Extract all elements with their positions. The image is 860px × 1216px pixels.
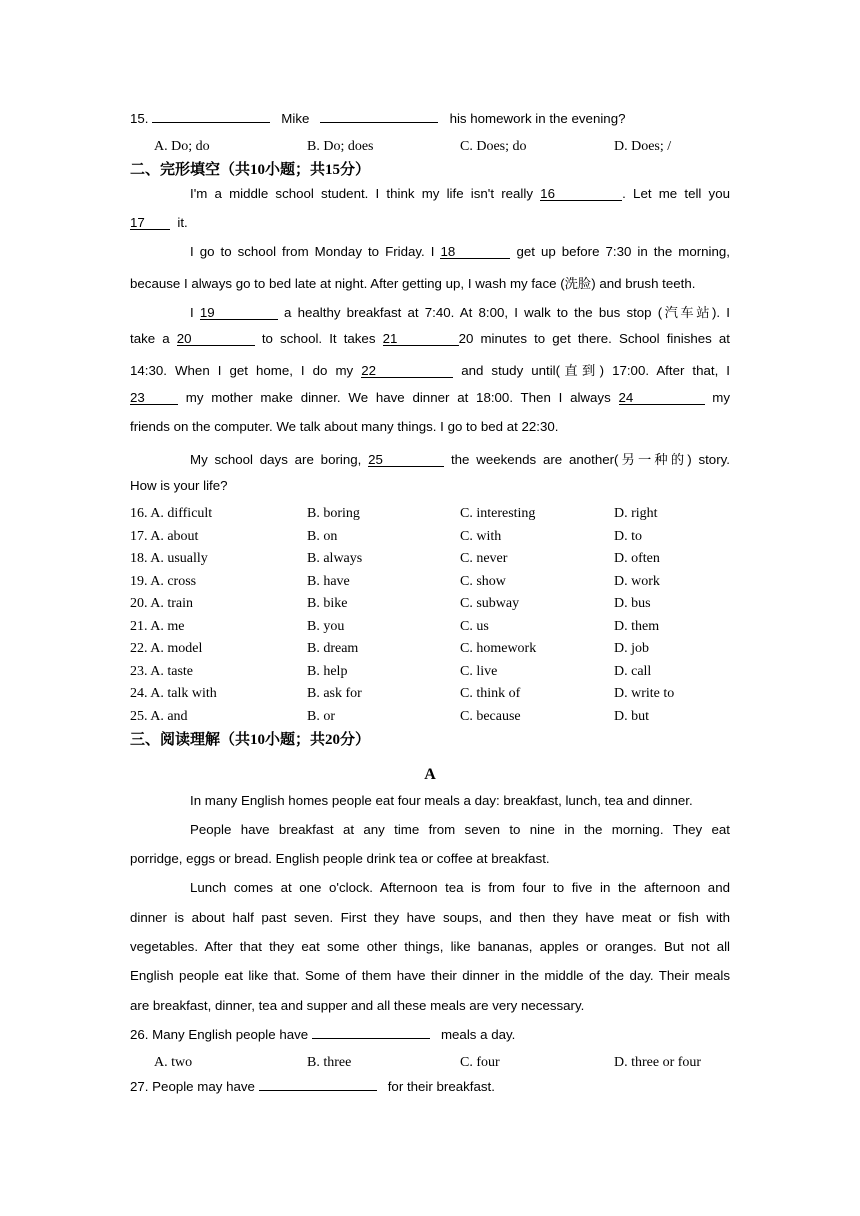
option-d[interactable]: D. bus	[614, 596, 651, 611]
option-a[interactable]: 18. A. usually	[130, 551, 208, 566]
passage-line: I go to school from Monday to Friday. I 18 get up before 7:30 in the morning,	[190, 244, 730, 259]
option-a[interactable]: 20. A. train	[130, 596, 193, 611]
option-b[interactable]: B. bike	[307, 596, 348, 611]
answer-blank[interactable]	[312, 1038, 430, 1039]
passage-line: English people eat like that. Some of them have their dinner in the middle of the day. Their meals	[130, 968, 730, 983]
option-a[interactable]: 19. A. cross	[130, 573, 197, 589]
option-a[interactable]: 17. A. about	[130, 528, 199, 544]
passage-line: I'm a middle school student. I think my life isn't really 16 . Let me tell you	[190, 186, 730, 201]
passage-line: 14:30. When I get home, I do my 22 and study until(直到) 17:00. After that, I	[130, 363, 730, 378]
blank-18[interactable]: 18	[440, 245, 510, 259]
option-a[interactable]: 25. A. and	[130, 708, 188, 724]
passage-line: porridge, eggs or bread. English people drink tea or coffee at breakfast.	[130, 851, 550, 866]
passage-line: take a 20 to school. It takes 21 20 minutes to get there. School finishes at	[130, 331, 730, 346]
option-d[interactable]: D. right	[614, 506, 658, 521]
option-d[interactable]: D. them	[614, 618, 660, 634]
option-a[interactable]: 23. A. taste	[130, 663, 193, 679]
option-d[interactable]: D. job	[614, 641, 649, 656]
blank-20[interactable]: 20	[177, 332, 255, 346]
option-a[interactable]: 22. A. model	[130, 641, 203, 656]
option-c[interactable]: C. interesting	[460, 506, 536, 521]
option-b[interactable]: B. have	[307, 573, 350, 589]
option-c[interactable]: C. subway	[460, 596, 520, 611]
question-text: Mike	[281, 111, 310, 126]
blank-25[interactable]: 25	[368, 453, 444, 467]
answer-blank[interactable]	[152, 122, 270, 123]
option-c[interactable]: C. us	[460, 618, 489, 634]
passage-line: People have breakfast at any time from seven to nine in the morning. They eat	[190, 822, 730, 837]
passage-line: dinner is about half past seven. First they have soups, and then they have meat or fish with	[130, 910, 730, 925]
passage-line: vegetables. After that they eat some other things, like bananas, apples or oranges. But not all	[130, 939, 730, 954]
passage-line: are breakfast, dinner, tea and supper and all these meals are very necessary.	[130, 998, 585, 1013]
option-b[interactable]: B. boring	[307, 506, 360, 521]
question-text: his homework in the evening?	[449, 111, 626, 126]
blank-16[interactable]: 16	[540, 187, 622, 201]
option-a[interactable]: A. two	[154, 1055, 193, 1070]
passage-line: Lunch comes at one o'clock. Afternoon tea is from four to five in the afternoon and	[190, 880, 730, 895]
option-b[interactable]: B. ask for	[307, 686, 362, 701]
option-b[interactable]: B. you	[307, 618, 345, 634]
blank-21[interactable]: 21	[383, 332, 459, 346]
blank-17[interactable]: 17	[130, 216, 170, 230]
option-c[interactable]: C. four	[460, 1055, 500, 1070]
option-a[interactable]: 16. A. difficult	[130, 506, 213, 521]
passage-line: 23 my mother make dinner. We have dinner at 18:00. Then I always 24 my	[130, 390, 731, 405]
answer-blank[interactable]	[320, 122, 438, 123]
option-d[interactable]: D. work	[614, 573, 660, 589]
question-number: 15.	[130, 111, 149, 126]
blank-24[interactable]: 24	[619, 391, 705, 405]
option-d[interactable]: D. to	[614, 528, 642, 544]
option-c[interactable]: C. homework	[460, 641, 537, 656]
section-heading-cloze: 二、完形填空（共10小题；共15分）	[130, 162, 371, 178]
question-26: 26. Many English people have meals a day.	[130, 1027, 516, 1042]
option-d[interactable]: D. often	[614, 551, 660, 566]
option-d[interactable]: D. call	[614, 663, 652, 679]
option-b[interactable]: B. three	[307, 1055, 352, 1070]
passage-line: because I always go to bed late at night. After getting up, I wash my face (洗脸) and brush teeth.	[130, 276, 696, 291]
option-c[interactable]: C. live	[460, 663, 498, 679]
option-d[interactable]: D. but	[614, 708, 649, 724]
passage-line: friends on the computer. We talk about many things. I go to bed at 22:30.	[130, 419, 559, 434]
passage-line: 17 it.	[130, 215, 188, 230]
option-b[interactable]: B. help	[307, 663, 348, 679]
option-c[interactable]: C. with	[460, 528, 502, 544]
passage-line: My school days are boring, 25 the weekends are another(另一种的) story.	[190, 452, 730, 467]
option-d[interactable]: D. write to	[614, 686, 675, 701]
passage-line: I 19 a healthy breakfast at 7:40. At 8:00, I walk to the bus stop (汽车站). I	[190, 305, 730, 320]
blank-23[interactable]: 23	[130, 391, 178, 405]
question-15	[130, 111, 730, 126]
passage-line: How is your life?	[130, 478, 228, 493]
option-a[interactable]: 21. A. me	[130, 618, 185, 634]
cloze-options-table	[130, 506, 730, 732]
option-b[interactable]: B. dream	[307, 641, 359, 656]
option-d[interactable]: D. Does; /	[614, 139, 672, 154]
passage-line: In many English homes people eat four meals a day: breakfast, lunch, tea and dinner.	[190, 793, 693, 808]
answer-blank[interactable]	[259, 1090, 377, 1091]
option-c[interactable]: C. think of	[460, 686, 521, 701]
option-a[interactable]: A. Do; do	[154, 139, 210, 154]
option-c[interactable]: C. show	[460, 573, 506, 589]
option-a[interactable]: 24. A. talk with	[130, 686, 217, 701]
question-27: 27. People may have for their breakfast.	[130, 1079, 495, 1094]
option-c[interactable]: C. because	[460, 708, 521, 724]
blank-22[interactable]: 22	[361, 364, 453, 378]
section-heading-reading: 三、阅读理解（共10小题；共20分）	[130, 732, 371, 748]
option-c[interactable]: C. Does; do	[460, 139, 527, 154]
blank-19[interactable]: 19	[200, 306, 278, 320]
option-b[interactable]: B. on	[307, 528, 338, 544]
option-d[interactable]: D. three or four	[614, 1055, 702, 1070]
option-b[interactable]: B. or	[307, 708, 335, 724]
option-b[interactable]: B. always	[307, 551, 363, 566]
option-b[interactable]: B. Do; does	[307, 139, 374, 154]
option-c[interactable]: C. never	[460, 551, 508, 566]
passage-title: A	[424, 766, 436, 783]
